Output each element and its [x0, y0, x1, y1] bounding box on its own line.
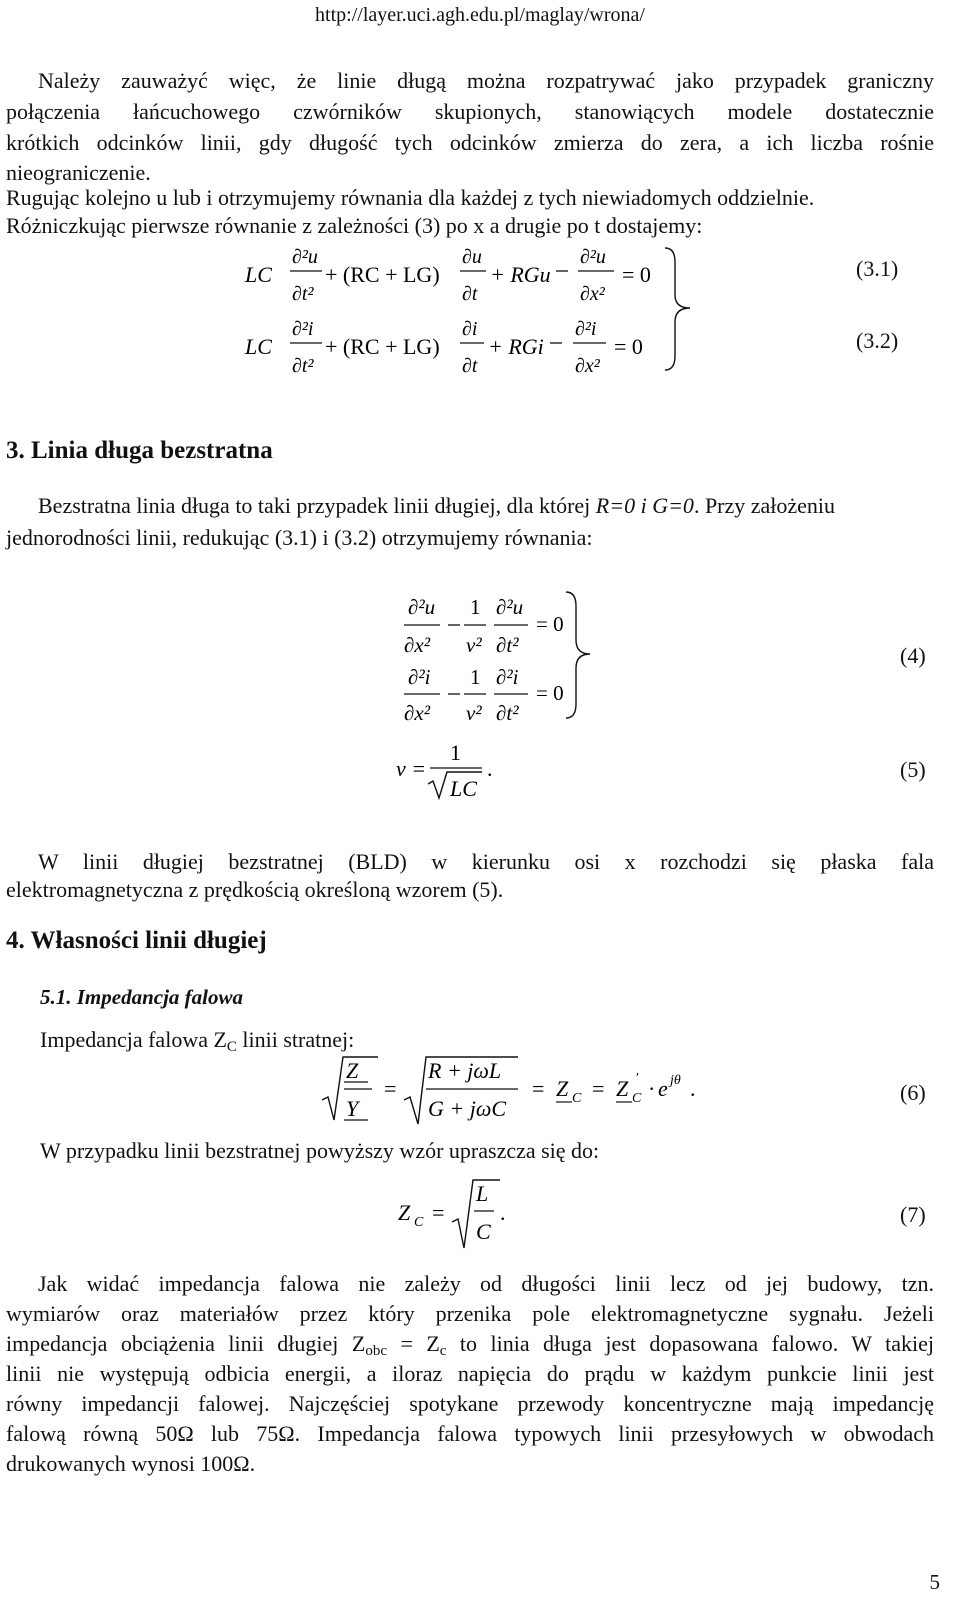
eq32-den3: ∂x² [575, 355, 600, 377]
eq31-num2: ∂u [462, 246, 482, 268]
svg-text:·: · [648, 1076, 656, 1101]
eq4-one2: 1 [470, 665, 481, 689]
paragraph-line: wymiarów oraz materiałów przez który przenika pole elektromagnetyczne sygnału. Jeżeli [6, 1301, 934, 1326]
section-heading: 4. Własności linii długiej [6, 927, 267, 954]
svg-text:=: = [592, 1076, 605, 1101]
subsection-heading: 5.1. Impedancja falowa [40, 985, 243, 1009]
svg-text:Z: Z [616, 1076, 629, 1101]
svg-text:Z: Z [556, 1076, 569, 1101]
eq7-dot: . [500, 1200, 506, 1225]
paragraph-line: jednorodności linii, redukując (3.1) i (3.2) otrzymujemy równania: [6, 525, 593, 550]
paragraph-line: falową równą 50Ω lub 75Ω. Impedancja falowa typowych linii przesyłowych w obwodach [6, 1421, 934, 1446]
eq5-dot: . [487, 756, 493, 781]
eq31-eq: = 0 [622, 262, 651, 287]
eq-number-3-2: (3.2) [856, 328, 899, 353]
eq4-one1: 1 [470, 595, 481, 619]
paragraph-line: krótkich odcinków linii, gdy długość tych odcinków zmierza do zera, a ich liczba rośnie [6, 130, 934, 155]
paragraph-line: Rugując kolejno u lub i otrzymujemy równania dla każdej z tych niewiadomych oddzielnie. [6, 185, 815, 210]
svg-text:′: ′ [636, 1071, 640, 1086]
eq32-mid: + (RC + LG) [325, 334, 440, 359]
paragraph-line: nieograniczenie. [6, 160, 151, 185]
eq32-num2: ∂i [462, 318, 478, 340]
paragraph-line: połączenia łańcuchowego czwórników skupionych, stanowiących modele dostatecznie [6, 99, 934, 124]
eq6-Y: Y [346, 1096, 359, 1121]
svg-text:=: = [532, 1076, 545, 1101]
page-number: 5 [929, 1570, 940, 1594]
eq4-num4: ∂²i [496, 665, 519, 689]
eq7-L: L [476, 1181, 489, 1206]
eq6-eq: = [384, 1076, 397, 1101]
eq4-den1: ∂x² [404, 633, 430, 657]
eq-number-4: (4) [900, 643, 926, 668]
paragraph-line: Różniczkując pierwsze równanie z zależności (3) po x a drugie po t dostajemy: [6, 213, 703, 238]
paragraph-line: równy impedancji falowej. Najczęściej spotykane przewody koncentryczne mają impedancję [6, 1391, 934, 1416]
eq31-den3: ∂x² [580, 283, 605, 305]
eq31-rg: + RGu [490, 262, 551, 287]
eq32-den1: ∂t² [292, 355, 314, 377]
eq31-den1: ∂t² [292, 283, 314, 305]
eq32-lc: LC [245, 334, 272, 359]
svg-text:.: . [690, 1076, 696, 1101]
svg-text:C: C [414, 1215, 424, 1230]
eq32-den2: ∂t [462, 355, 478, 377]
eq31-lc: LC [245, 262, 272, 287]
eq-number-6: (6) [900, 1080, 926, 1105]
eq4-den4: ∂t² [496, 701, 519, 725]
eq31-den2: ∂t [462, 283, 478, 305]
paragraph-line: Impedancja falowa $Z_C$ linii stratnej: [40, 1027, 355, 1055]
paragraph-line: Bezstratna linia długa to taki przypadek linii długiej, dla której R=0 i G=0. Przy założeniu [38, 493, 836, 518]
paragraph-line: drukowanych wynosi 100Ω. [6, 1451, 256, 1476]
eq32-num1: ∂²i [292, 318, 314, 340]
paragraph-line: Należy zauważyć więc, że linie długą można rozpatrywać jako przypadek graniczny [38, 68, 934, 93]
eq4-eq1: = 0 [536, 612, 564, 636]
eq31-num3: ∂²u [580, 246, 606, 268]
svg-text:Z: Z [398, 1200, 411, 1225]
section-heading: 3. Linia długa bezstratna [6, 437, 273, 464]
eq4-eq2: = 0 [536, 681, 564, 705]
paragraph-line: W przypadku linii bezstratnej powyższy wzór upraszcza się do: [40, 1138, 600, 1163]
eq5-one: 1 [450, 740, 461, 765]
eq4-v2: v² [466, 701, 482, 725]
eq4-den3: ∂x² [404, 701, 430, 725]
svg-text:C: C [572, 1091, 582, 1106]
header-url: http://layer.uci.agh.edu.pl/maglay/wrona/ [315, 4, 645, 26]
eq32-eq: = 0 [614, 334, 643, 359]
eq31-num1: ∂²u [292, 246, 318, 268]
eq31-mid: + (RC + LG) [325, 262, 440, 287]
svg-text:C: C [632, 1091, 642, 1106]
eq5-v: v = [396, 756, 427, 781]
eq6-den: G + jωC [428, 1096, 507, 1121]
paragraph-line: W linii długiej bezstratnej (BLD) w kierunku osi x rozchodzi się płaska fala [38, 849, 934, 874]
paragraph-line: elektromagnetyczna z prędkością określoną wzorem (5). [6, 877, 504, 902]
eq4-v1: v² [466, 633, 482, 657]
eq32-rg: + RGi [488, 334, 544, 359]
svg-text:e: e [658, 1076, 668, 1101]
eq4-num1: ∂²u [408, 595, 436, 619]
eq32-num3: ∂²i [575, 318, 597, 340]
eq7-C: C [476, 1219, 491, 1244]
paragraph-line: Jak widać impedancja falowa nie zależy od długości linii lecz od jej budowy, tzn. [38, 1271, 934, 1296]
svg-text:=: = [432, 1200, 445, 1225]
eq-number-3-1: (3.1) [856, 256, 899, 281]
eq4-den2: ∂t² [496, 633, 519, 657]
eq-number-5: (5) [900, 757, 926, 782]
svg-text:jθ: jθ [670, 1073, 681, 1088]
eq5-lc: LC [450, 776, 477, 801]
eq-number-7: (7) [900, 1202, 926, 1227]
paragraph-line: impedancja obciążenia linii długiej $Z_{obc} = Z_c$ to linia długa jest dopasowana falowo. W takiej [6, 1331, 934, 1359]
eq4-num3: ∂²i [408, 665, 431, 689]
paragraph-line: linii nie występują odbicia energii, a iloraz napięcia do prądu w każdym punkcie linii jest [6, 1361, 934, 1386]
eq6-num: R + jωL [428, 1058, 502, 1083]
eq6-Z: Z [346, 1058, 359, 1083]
eq4-num2: ∂²u [496, 595, 524, 619]
